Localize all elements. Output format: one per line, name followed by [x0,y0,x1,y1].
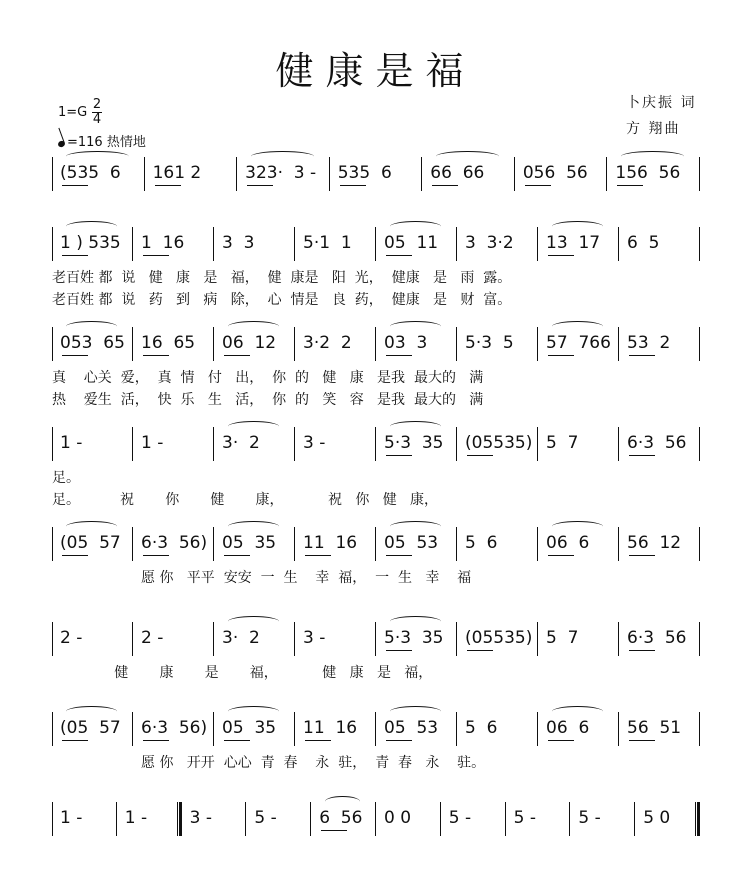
measure: 5 - [448,808,472,828]
slur-mark [66,151,129,162]
slur-mark [552,321,603,332]
slur-mark [621,151,684,162]
beam-underline [386,740,412,741]
beam-underline [548,555,574,556]
beam-underline [143,255,169,256]
bar-line [132,527,133,561]
measure: 06 12 [222,333,277,353]
slur-mark [251,151,314,162]
lyricist-credit: 卜庆振 词 [626,95,697,111]
measure: 3 - [303,628,326,648]
slur-mark [228,321,279,332]
bar-line [236,157,237,191]
measure: 5 - [254,808,277,828]
measure: 11 16 [303,533,358,553]
composer-credit: 方 翔曲 [626,121,681,137]
beam-underline [224,740,250,741]
beam-underline [386,355,412,356]
bar-line [132,427,133,461]
measure: 6·3 56) [141,533,208,553]
beam-underline [143,555,169,556]
beam-underline [155,185,181,186]
measure: (05 57 [60,533,121,553]
slur-mark [390,706,441,717]
bar-line [132,327,133,361]
measure: 1 ) 535 [60,233,121,253]
measure: (05535) [465,433,533,453]
bar-line [213,327,214,361]
slur-mark [325,796,360,807]
measure: 535 6 [337,163,392,183]
measure: 3 3 [222,233,255,253]
beam-underline [62,740,88,741]
bar-line [618,427,619,461]
bar-line [52,327,53,361]
bar-line [505,802,506,836]
beam-underline [548,355,574,356]
bar-line [375,527,376,561]
beam-underline [62,255,88,256]
beam-underline [548,740,574,741]
bar-line [699,157,700,191]
bar-line [699,527,700,561]
song-title: 健康是福 [275,49,476,93]
slur-mark [228,521,279,532]
measure: 5 - [578,808,601,828]
measure: 06 6 [546,718,590,738]
beam-underline [62,555,88,556]
beam-underline [386,255,412,256]
tempo-text: =116 热情地 [67,135,146,150]
bar-line [618,622,619,656]
time-signature [92,98,102,127]
measure: 3·2 2 [303,333,352,353]
beam-underline [321,830,347,831]
measure: 156 56 [615,163,681,183]
slur-mark [228,706,279,717]
beam-underline [525,185,551,186]
slur-mark [390,616,441,627]
measure: 5·3 35 [384,433,444,453]
bar-line [699,427,700,461]
measure: 3 - [189,808,212,828]
measure: 16 65 [141,333,196,353]
bar-line [52,427,53,461]
measure: 5 6 [465,533,498,553]
score-row [52,225,700,265]
measure: 5 6 [465,718,498,738]
measure: 05 35 [222,718,277,738]
slur-mark [390,421,441,432]
slur-mark [66,706,117,717]
bar-line [294,527,295,561]
slur-mark [552,221,603,232]
measure: 3· 2 [222,433,260,453]
bar-line [52,527,53,561]
measure: 053 65 [60,333,125,353]
measure: 3 - [303,433,326,453]
measure: 11 16 [303,718,358,738]
measure: 6·3 56 [627,628,687,648]
bar-line [456,712,457,746]
measure: 03 3 [384,333,428,353]
bar-line [116,802,117,836]
measure: 05 35 [222,533,277,553]
bar-line [375,227,376,261]
measure: 6·3 56) [141,718,208,738]
slur-mark [66,221,117,232]
bar-line [375,712,376,746]
time-top: 2 [92,97,102,112]
beam-underline [224,355,250,356]
bar-line [456,622,457,656]
bar-line [132,712,133,746]
measure: 1 - [60,808,83,828]
bar-line [699,227,700,261]
score-row [52,620,700,660]
slur-mark [390,221,441,232]
lyric-line: 足。 [52,470,80,486]
beam-underline [548,255,574,256]
lyric-line: 足。 祝 你 健 康， 祝 你 健 康， [52,492,439,508]
beam-underline [305,740,331,741]
measure: 5 0 [643,808,671,828]
key-signature: 1=G [58,105,88,120]
bar-line [618,712,619,746]
tempo-marking [58,131,146,150]
beam-underline [62,185,88,186]
bar-line [310,802,311,836]
bar-line [294,327,295,361]
bar-line [537,527,538,561]
score-row [52,425,700,465]
bar-line [52,157,53,191]
measure: 5·1 1 [303,233,352,253]
beam-underline [224,555,250,556]
measure: (535 6 [60,163,121,183]
bar-line [606,157,607,191]
beam-underline [629,555,655,556]
measure: 56 12 [627,533,682,553]
bar-line [456,227,457,261]
measure: (05535) [465,628,533,648]
bar-line [699,622,700,656]
bar-line [329,157,330,191]
measure: 0 0 [384,808,412,828]
lyric-line: 老百姓 都 说 健 康 是 福， 健 康是 阳 光， 健康 是 雨 露。 [52,270,512,286]
measure: 05 53 [384,718,439,738]
measure: 5·3 5 [465,333,514,353]
bar-line [52,227,53,261]
measure: 1 - [124,808,148,828]
beam-underline [386,650,412,651]
measure: 57 766 [546,333,611,353]
beam-underline [617,185,643,186]
bar-line [213,712,214,746]
measure: (05 57 [60,718,121,738]
bar-line [375,802,376,836]
measure: 1 - [141,433,164,453]
slur-mark [66,321,117,332]
measure: 5 - [513,808,536,828]
bar-line [537,427,538,461]
beam-underline [432,185,458,186]
beam-underline [629,650,655,651]
beam-underline [629,740,655,741]
measure: 1 16 [141,233,185,253]
measure: 5 7 [546,433,579,453]
measure: 323· 3 - [245,163,317,183]
bar-line [294,622,295,656]
slur-mark [390,321,441,332]
measure: 05 11 [384,233,439,253]
bar-line [618,227,619,261]
measure: 06 6 [546,533,590,553]
beam-underline [467,455,493,456]
bar-line [52,712,53,746]
measure: 6·3 56 [627,433,687,453]
slur-mark [228,616,279,627]
double-bar-line [695,802,700,836]
bar-line [213,427,214,461]
beam-underline [143,355,169,356]
bar-line [52,802,53,836]
measure: 2 - [141,628,164,648]
bar-line [52,622,53,656]
measure: 5·3 35 [384,628,444,648]
bar-line [144,157,145,191]
measure: 5 7 [546,628,579,648]
measure: 66 66 [430,163,485,183]
slur-mark [228,421,279,432]
measure: 056 56 [522,163,588,183]
beam-underline [143,740,169,741]
double-bar-line [177,802,182,836]
time-bottom: 4 [92,112,102,127]
beam-underline [305,555,331,556]
measure: 6 56 [319,808,363,828]
bar-line [699,712,700,746]
bar-line [132,622,133,656]
slur-mark [390,521,441,532]
bar-line [294,712,295,746]
bar-line [213,227,214,261]
lyric-line: 真 心关 爱， 真 情 付 出， 你 的 健 康 是我 最大的 满 [52,370,484,386]
bar-line [618,327,619,361]
bar-line [537,712,538,746]
score-row [52,525,700,565]
bar-line [440,802,441,836]
slur-mark [436,151,499,162]
score-row [52,800,700,840]
slur-mark [552,521,603,532]
bar-line [569,802,570,836]
score-row [52,710,700,750]
beam-underline [247,185,273,186]
bar-line [132,227,133,261]
lyric-line: 老百姓 都 说 药 到 病 除， 心 情是 良 药， 健康 是 财 富。 [52,292,512,308]
bar-line [213,527,214,561]
measure: 13 17 [546,233,601,253]
bar-line [537,327,538,361]
beam-underline [629,355,655,356]
lyric-line: 愿 你 开开 心心 青 春 永 驻， 青 春 永 驻。 [52,755,486,771]
bar-line [537,622,538,656]
beam-underline [467,650,493,651]
bar-line [213,622,214,656]
bar-line [294,227,295,261]
bar-line [699,327,700,361]
bar-line [514,157,515,191]
beam-underline [62,355,88,356]
measure: 53 2 [627,333,671,353]
measure: 05 53 [384,533,439,553]
bar-line [245,802,246,836]
bar-line [456,527,457,561]
measure: 2 - [60,628,83,648]
score-row [52,325,700,365]
bar-line [537,227,538,261]
bar-line [375,622,376,656]
measure: 1 - [60,433,83,453]
measure: 3· 2 [222,628,260,648]
bar-line [456,427,457,461]
measure: 161 2 [152,163,202,183]
lyric-line: 健 康 是 福， 健 康 是 福， [52,665,433,681]
beam-underline [629,455,655,456]
bar-line [375,327,376,361]
slur-mark [552,706,603,717]
beam-underline [386,555,412,556]
bar-line [634,802,635,836]
measure: 3 3·2 [465,233,514,253]
bar-line [618,527,619,561]
bar-line [294,427,295,461]
beam-underline [340,185,366,186]
bar-line [456,327,457,361]
score-row [52,155,700,195]
beam-underline [386,455,412,456]
lyric-line: 热 爱生 活， 快 乐 生 活， 你 的 笑 容 是我 最大的 满 [52,392,484,408]
bar-line [421,157,422,191]
quarter-note-icon [57,140,66,148]
measure: 56 51 [627,718,682,738]
slur-mark [66,521,117,532]
measure: 6 5 [627,233,660,253]
bar-line [375,427,376,461]
lyric-line: 愿 你 平平 安安 一 生 幸 福， 一 生 幸 福 [52,570,472,586]
